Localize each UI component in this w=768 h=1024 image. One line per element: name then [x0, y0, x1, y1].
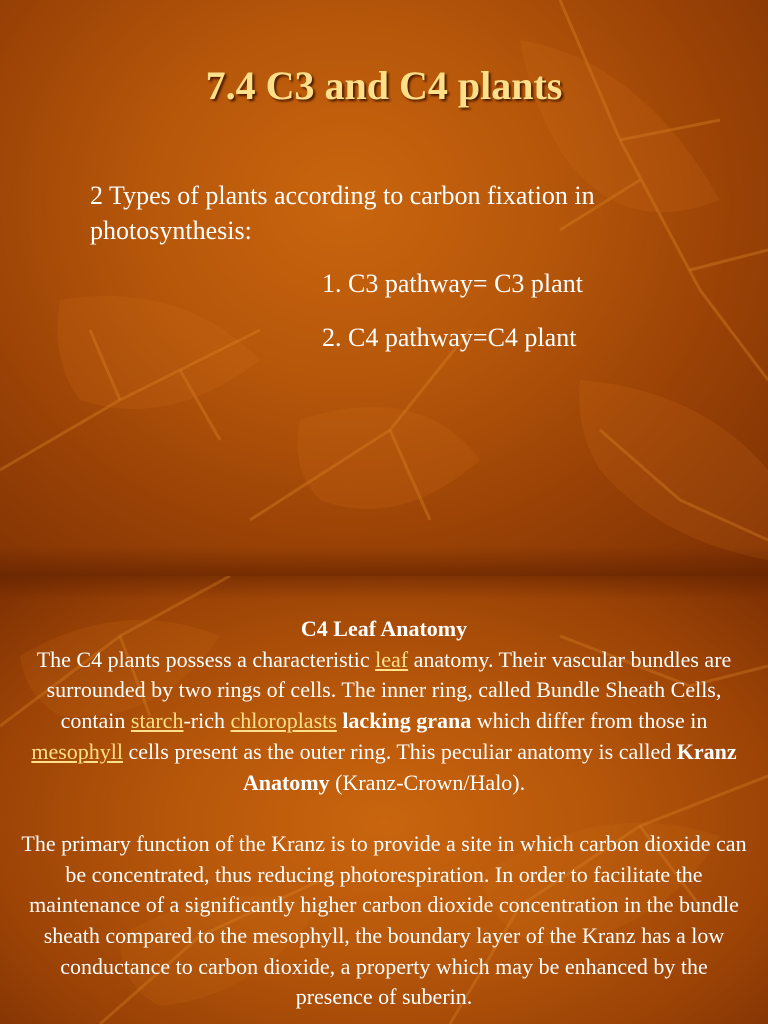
paragraph-kranz-anatomy — [20, 645, 748, 799]
mesophyll-link[interactable]: mesophyll — [31, 738, 124, 764]
chloroplasts-link[interactable]: chloroplasts — [230, 708, 337, 734]
section-heading: C4 Leaf Anatomy — [300, 616, 468, 641]
paragraph-kranz-function: The primary function of the Kranz is to provide a site in which carbon dioxide can be concentrated, thus reducing photorespiration. In order to facilitate the maintenance of a significantly higher carbon dioxide concentration in the bundle sheath compared to the mesophyll, the boundary layer of the Kranz has a low conductance to carbon dioxide, a property which may be enhanced by the presence of suberin. — [21, 830, 747, 1010]
paragraph-gap — [20, 798, 748, 829]
intro-text: 2 Types of plants according to carbon fixation in photosynthesis: — [90, 181, 595, 245]
slide-title: 7.4 C3 and C4 plants — [205, 63, 563, 108]
bold-lacking-grana: lacking grana — [342, 708, 472, 734]
pathway-item-c4: 2. C4 pathway=C4 plant — [322, 323, 577, 352]
text-run: The C4 plants possess a characteristic — [36, 646, 376, 672]
starch-link[interactable]: starch — [130, 708, 184, 734]
text-run: anatomy. Their vascular bundles are surrounded by two rings of cells. The inner ring, called Bundle Sheath Cells, contain — [46, 646, 732, 734]
bold-kranz-anatomy: Kranz Anatomy — [242, 738, 737, 795]
text-run: (Kranz-Crown/Halo). — [329, 769, 526, 795]
leaf-anatomy-text — [20, 614, 748, 1013]
text-run: -rich — [183, 708, 231, 734]
text-run: which differ from those in — [471, 708, 708, 734]
pathway-item-c3: 1. C3 pathway= C3 plant — [322, 269, 583, 298]
leaf-link[interactable]: leaf — [375, 646, 409, 672]
slide-2 — [0, 576, 768, 1024]
text-run: cells present as the outer ring. This peculiar anatomy is called — [123, 738, 677, 764]
